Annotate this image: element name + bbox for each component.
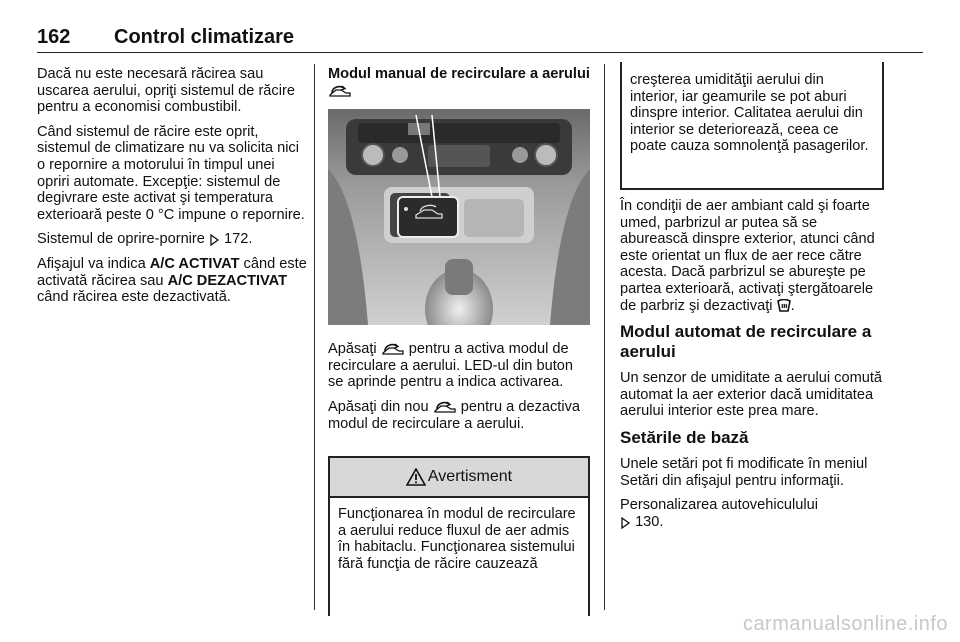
paragraph: Când sistemul de răcire este oprit, sistemul de climatizare nu va solicita nici o repornire a motorului în timpul unei opriri automate. Excepţie: sistemul de degivrare este activat şi temperatura exterioară peste 0 °C impune o repornire. xyxy=(37,123,305,223)
cross-reference-text: Sistemul de oprire-pornire xyxy=(37,231,205,248)
center-console-photo xyxy=(328,109,590,325)
page-ref-arrow-icon xyxy=(620,517,631,529)
page-reference[interactable]: 130. xyxy=(635,513,664,530)
text-run: pentru a dezactiva modul de recirculare a aerului. xyxy=(328,398,580,432)
windshield-defrost-icon xyxy=(777,299,791,313)
display-message: A/C DEZACTIVAT xyxy=(167,272,288,289)
recirculation-icon xyxy=(328,84,352,98)
text-run: Afişajul va indica xyxy=(37,255,150,272)
column-2 xyxy=(328,66,590,440)
recirculation-icon xyxy=(433,400,457,414)
warning-body: Funcţionarea în modul de recirculare a aerului reduce fluxul de aer admis în habitaclu. Funcţionarea sistemului fără funcţia de răcire cauzează xyxy=(338,506,576,572)
warning-box xyxy=(328,456,590,616)
paragraph xyxy=(328,341,590,391)
text-run: când răcirea este dezactivată. xyxy=(37,289,231,306)
paragraph xyxy=(328,399,590,432)
display-message: A/C ACTIVAT xyxy=(149,255,240,272)
cross-reference-text: Personalizarea autovehiculului xyxy=(620,497,818,514)
text-run: Apăsaţi xyxy=(328,341,381,358)
paragraph xyxy=(620,497,888,530)
recirculation-icon xyxy=(381,342,405,356)
page-ref-arrow-icon xyxy=(209,234,220,246)
page-header xyxy=(37,26,923,53)
text-run: pentru a activa modul de recirculare a aerului. LED-ul din buton se aprinde pentru a indica activarea. xyxy=(328,341,573,391)
paragraph xyxy=(37,256,309,306)
watermark: carmanualsonline.info xyxy=(742,613,948,635)
page-number: 162 xyxy=(37,26,71,48)
section-heading: Modul automat de recirculare a aerului xyxy=(620,322,872,362)
paragraph xyxy=(620,198,888,314)
warning-triangle-icon xyxy=(406,468,426,486)
warning-title: Avertisment xyxy=(427,468,513,485)
text-run: Apăsaţi din nou xyxy=(328,398,433,415)
column-3 xyxy=(620,198,888,538)
column-divider xyxy=(314,64,315,610)
warning-header xyxy=(330,458,588,498)
section-heading: Setările de bază xyxy=(620,427,749,447)
paragraph: Un senzor de umiditate a aerului comută automat la aer exterior dacă umiditatea aerului interior este prea mare. xyxy=(620,370,883,420)
paragraph: Unele setări pot fi modificate în meniul Setări din afişajul pentru informaţii. xyxy=(620,455,868,489)
column-divider xyxy=(604,64,605,610)
paragraph xyxy=(37,231,309,248)
page-reference[interactable]: 172. xyxy=(224,231,253,248)
column-1 xyxy=(37,66,309,314)
punctuation: . xyxy=(790,297,795,314)
paragraph: Dacă nu este necesară răcirea sau uscarea aerului, opriţi sistemul de răcire pentru a economisi combustibil. xyxy=(37,66,295,116)
text-run: când este activată răcirea sau xyxy=(37,255,307,289)
warning-box-continued: creşterea umidităţii aerului din interior, iar geamurile se pot aburi dinspre interior. Calitatea aerului din interior se deteriorează, ceea ce poate cauza somnolenţă pasagerilor. xyxy=(620,62,884,190)
text-run: În condiţii de aer ambiant cald şi foarte umed, parbrizul ar putea să se aburească dinspre exterior, atunci când este orientat un flux de aer rece către acesta. Dacă parbrizul se abureşte pe partea exterioară, activaţi ştergătoarele de parbriz şi dezactivaţi xyxy=(620,198,875,314)
chapter-title: Control climatizare xyxy=(114,26,295,48)
heading-text: Modul manual de recirculare a aerului xyxy=(328,66,590,82)
section-heading xyxy=(328,66,590,99)
